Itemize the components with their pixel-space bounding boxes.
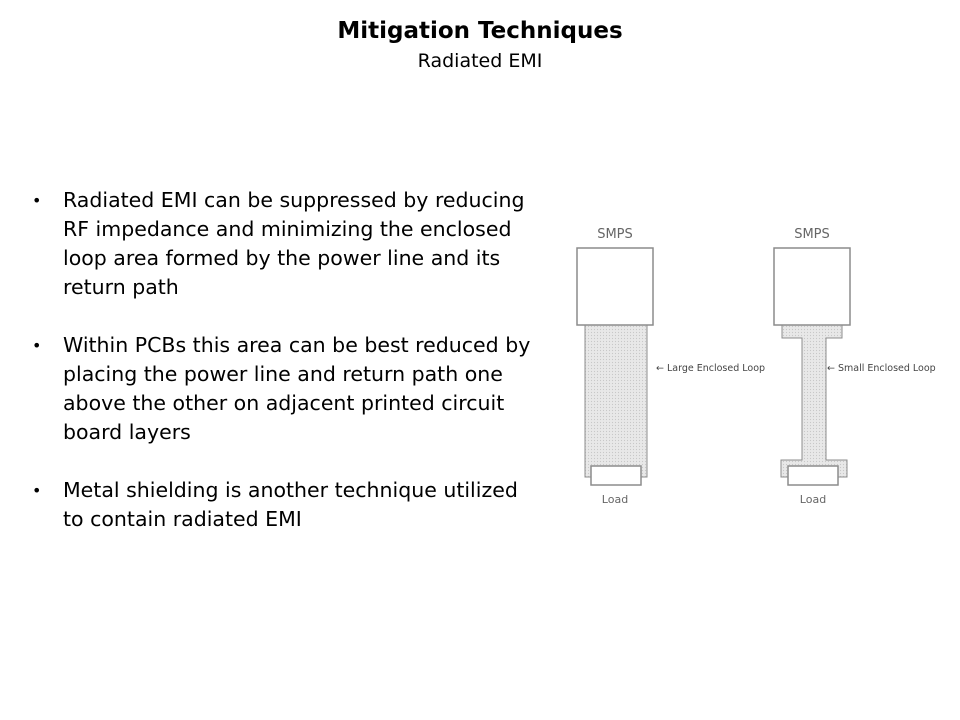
slide-title: Mitigation Techniques <box>337 18 623 44</box>
small-loop-label: ← Small Enclosed Loop <box>827 363 936 374</box>
bullet-item <box>30 331 535 447</box>
bullet-dot-icon: • <box>32 481 42 500</box>
bullet-item <box>30 186 535 302</box>
right-load-box <box>788 466 838 485</box>
large-loop-label: ← Large Enclosed Loop <box>656 363 766 374</box>
slide-subtitle: Radiated EMI <box>417 50 543 72</box>
enclosed-loop-diagram <box>560 220 950 520</box>
bullet-dot-icon: • <box>32 336 42 355</box>
left-load-label: Load <box>601 493 629 506</box>
left-smps-box <box>577 248 653 325</box>
slide-header <box>0 14 960 74</box>
bullet-dot-icon: • <box>32 191 42 210</box>
small-loop-example <box>774 227 936 506</box>
bullet-item <box>30 476 535 534</box>
bullet-list <box>30 186 535 563</box>
right-load-label: Load <box>799 493 827 506</box>
left-smps-label: SMPS <box>597 227 633 242</box>
small-enclosed-loop-area <box>781 325 847 477</box>
bullet-text: Within PCBs this area can be best reduced by placing the power line and return path one above the other on adjacent printed circuit board layers <box>63 333 531 444</box>
right-smps-box <box>774 248 850 325</box>
bullet-text: Radiated EMI can be suppressed by reducing RF impedance and minimizing the enclosed loop area formed by the power line and its return path <box>63 188 525 299</box>
right-smps-label: SMPS <box>794 227 830 242</box>
large-enclosed-loop-area <box>585 325 647 477</box>
left-load-box <box>591 466 641 485</box>
large-loop-example <box>577 227 765 506</box>
bullet-text: Metal shielding is another technique utilized to contain radiated EMI <box>63 478 518 531</box>
